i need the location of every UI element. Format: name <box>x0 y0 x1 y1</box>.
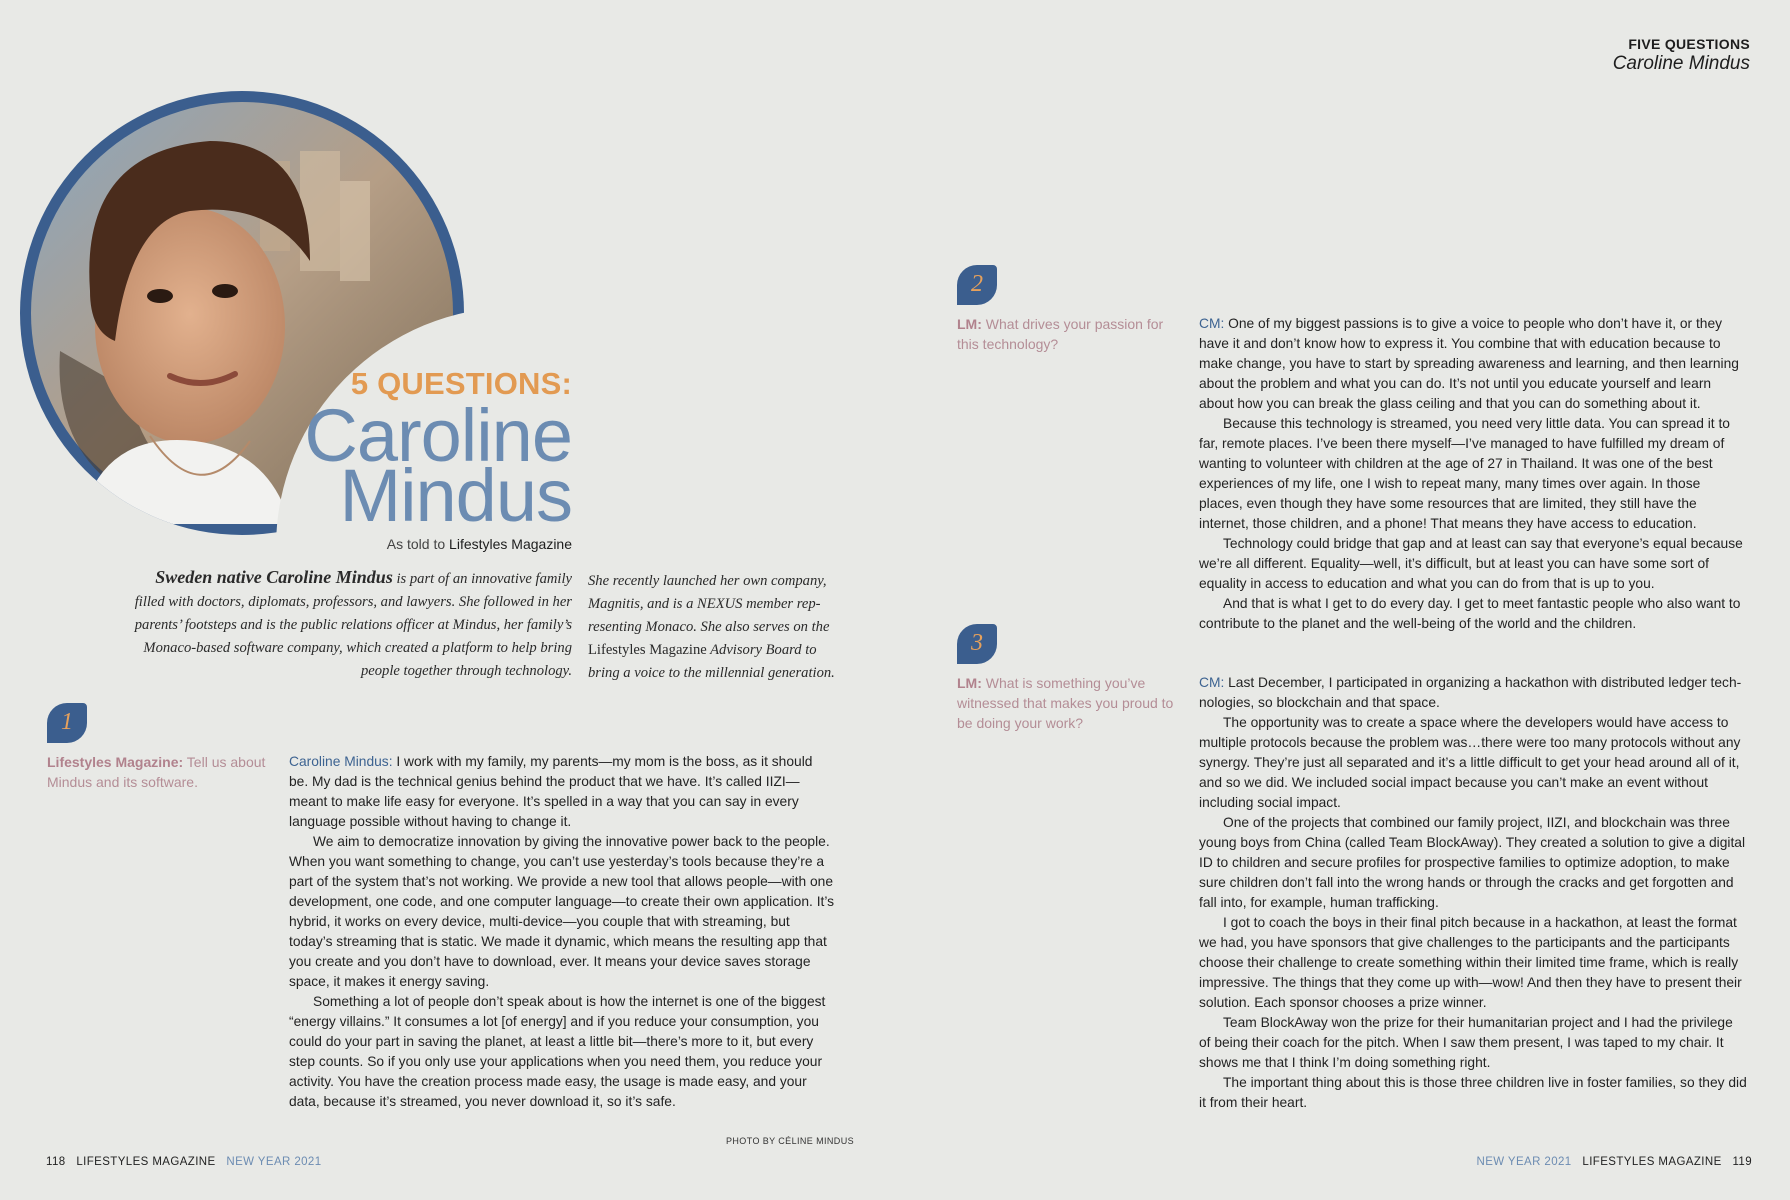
intro-right-text-2: Advisory Board to bring a voice to the millennial generation. <box>588 642 835 681</box>
question-badge <box>957 624 997 664</box>
question-number: 1 <box>61 709 73 735</box>
page-number: 118 <box>46 1156 66 1168</box>
question-label: Lifestyles Magazine: <box>47 754 184 770</box>
title-name <box>250 394 572 537</box>
intro-right <box>588 570 850 685</box>
answer-label: Caroline Mindus: <box>289 754 393 769</box>
page-number: 119 <box>1732 1156 1752 1168</box>
answer-block <box>1199 673 1747 1113</box>
intro-magazine-name: Lifestyles Magazine <box>588 642 707 658</box>
intro-left-text: is part of an innovative family filled with doctors, diplomats, professors, and lawyers. She followed in her parents’ footsteps and is the public relations officer at Mindus, her family’s Monaco-based software company, which created a platform to help bring people together through technology. <box>134 571 572 679</box>
credit-prefix: As told to <box>386 536 446 552</box>
question-label: LM: <box>957 316 982 332</box>
magazine-name: LIFESTYLES MAGAZINE <box>76 1156 216 1168</box>
answer-text: One of my biggest passions is to give a voice to people who don’t have it, or they have it and don’t know how to express it. You combine that with education because to make change, you have to start by spreading awareness and learning, and then learning about the problem and what you can do. It’s not until you educate yourself and learn about how you can break the glass ceiling and that you can do something about it. <box>1199 316 1739 411</box>
question-body: What is something you’ve witnessed that makes you proud to be doing your work? <box>957 675 1174 731</box>
answer-label: CM: <box>1199 675 1225 690</box>
question-label: LM: <box>957 675 982 691</box>
answer-paragraph: Because this technology is streamed, you need very little data. You can spread it to far, remote places. I’ve been there myself—I’ve managed to have fulfilled my dream of wanting to volunteer with children at the age of 27 in Thailand. It was one of the best experiences of my life, one I wish to repeat many, many times over again. In those places, even though they have some resources that are limited, they still have the internet, those children, and a phone! That means they have access to education. <box>1199 416 1730 531</box>
answer-block <box>1199 314 1747 634</box>
article-title <box>250 366 572 552</box>
question-badge <box>47 703 87 743</box>
answer-paragraph <box>289 752 835 832</box>
answer-paragraph <box>1199 314 1747 414</box>
title-kicker: 5 QUESTIONS: <box>350 366 572 401</box>
question-text <box>957 673 1175 733</box>
magazine-name: LIFESTYLES MAGAZINE <box>1582 1156 1722 1168</box>
title-name-line1: Caroline <box>304 394 572 477</box>
title-credit <box>250 536 572 552</box>
answer-text: Last December, I participated in organizing a hackathon with distributed ledger technologies, so blockchain and that space. <box>1199 675 1742 710</box>
answer-paragraph: One of the projects that combined our family project, IIZI, and blockchain was three young boys from China (called Team BlockAway). They created a solution to give a digital ID to children and secure profiles for prospective families to optimize adoption, to make sure children don’t fall into the wrong hands or through the cracks and get forgotten and fall into, for example, human trafficking. <box>1199 815 1746 910</box>
running-header-kicker: FIVE QUESTIONS <box>1628 36 1750 52</box>
answer-paragraph: The opportunity was to create a space where the developers would have access to multiple protocols because the problem was…there were too many protocols without any synergy. They’re just all separated and it’s a little difficult to get your head around all of it, and so we did. We included social impact because you can’t make an event without including social impact. <box>1199 715 1741 810</box>
credit-source: Lifestyles Magazine <box>449 536 572 552</box>
folio-right <box>1476 1156 1752 1168</box>
answer-paragraph: We aim to democratize innovation by giving the innovative power back to the people. When you want something to change, you can’t use yesterday’s tools because they’re a part of the system that’s not working. We provide a new tool that allows people—with one development, one code, and one computer language—to create their own application. It’s hybrid, it works on every device, multi-device—you couple that with streaming, but today’s streaming that is static. We made it dynamic, which means the resulting app that you create and you don’t have to download, ever. It means your device saves storage space, it makes it energy saving. <box>289 834 835 989</box>
question-body: Tell us about Mindus and its software. <box>47 754 266 790</box>
answer-paragraph: I got to coach the boys in their final pitch because in a hackathon, at least the format we had, you have sponsors that give challenges to the participants and the participants choose their challenge to create something within their limited time frame, which is really impressive. The things that they come up with—wow! And then they have to present their solution. Each sponsor chooses a prize winner. <box>1199 915 1742 1010</box>
question-number: 3 <box>971 630 983 656</box>
answer-text: I work with my family, my parents—my mom is the boss, as it should be. My dad is the technical genius behind the product that we have. It’s called IIZI—meant to make life easy for everyone. It’s spelled in a way that you can say in every language possible without having to change it. <box>289 754 813 829</box>
answer-paragraph: Technology could bridge that gap and at least can say that everyone’s equal because we’re all different. Equality—well, it’s difficult, but at least you can have some sort of equality in access to education and what you can do from that is up to you. <box>1199 536 1743 591</box>
issue-name: NEW YEAR 2021 <box>226 1156 322 1168</box>
answer-label: CM: <box>1199 316 1225 331</box>
intro-left <box>130 566 572 683</box>
question-badge <box>957 265 997 305</box>
intro-lead: Sweden native Caroline Mindus <box>155 567 393 587</box>
question-text <box>47 752 273 792</box>
answer-paragraph: Something a lot of people don’t speak about is how the internet is one of the biggest “energy villains.” It consumes a lot [of energy] and if you reduce your consumption, you could do your part in saving the planet, at least a little bit—there’s more to it, but every step counts. So if you only use your applications when you need them, you reduce your activity. You have the creation process made easy, the usage is made easy, and your data, because it’s streamed, you never download it, so it’s safe. <box>289 994 826 1109</box>
issue-name: NEW YEAR 2021 <box>1476 1156 1572 1168</box>
answer-paragraph: And that is what I get to do every day. I get to meet fantastic people who also want to contribute to the planet and the well-being of the world and the children. <box>1199 596 1741 631</box>
answer-paragraph <box>1199 673 1747 713</box>
title-name-line2: Mindus <box>339 454 572 537</box>
answer-paragraph: The important thing about this is those three children live in foster families, so they did it from their heart. <box>1199 1075 1747 1110</box>
running-header <box>1613 36 1750 75</box>
folio-left <box>46 1156 322 1168</box>
intro-right-text-1: She recently launched her own company, Magnitis, and is a NEXUS member representing Monaco. She also serves on the <box>588 573 830 635</box>
question-text <box>957 314 1175 354</box>
answer-block <box>289 752 835 1112</box>
question-number: 2 <box>971 271 983 297</box>
question-body: What drives your passion for this technology? <box>957 316 1164 352</box>
answer-paragraph: Team BlockAway won the prize for their humanitarian project and I had the privilege of being their coach for the pitch. When I saw them present, I was taped to my chair. It shows me that I think I’m doing something right. <box>1199 1015 1733 1070</box>
running-header-name: Caroline Mindus <box>1612 53 1750 74</box>
photo-credit: PHOTO BY CÉLINE MINDUS <box>726 1136 854 1146</box>
